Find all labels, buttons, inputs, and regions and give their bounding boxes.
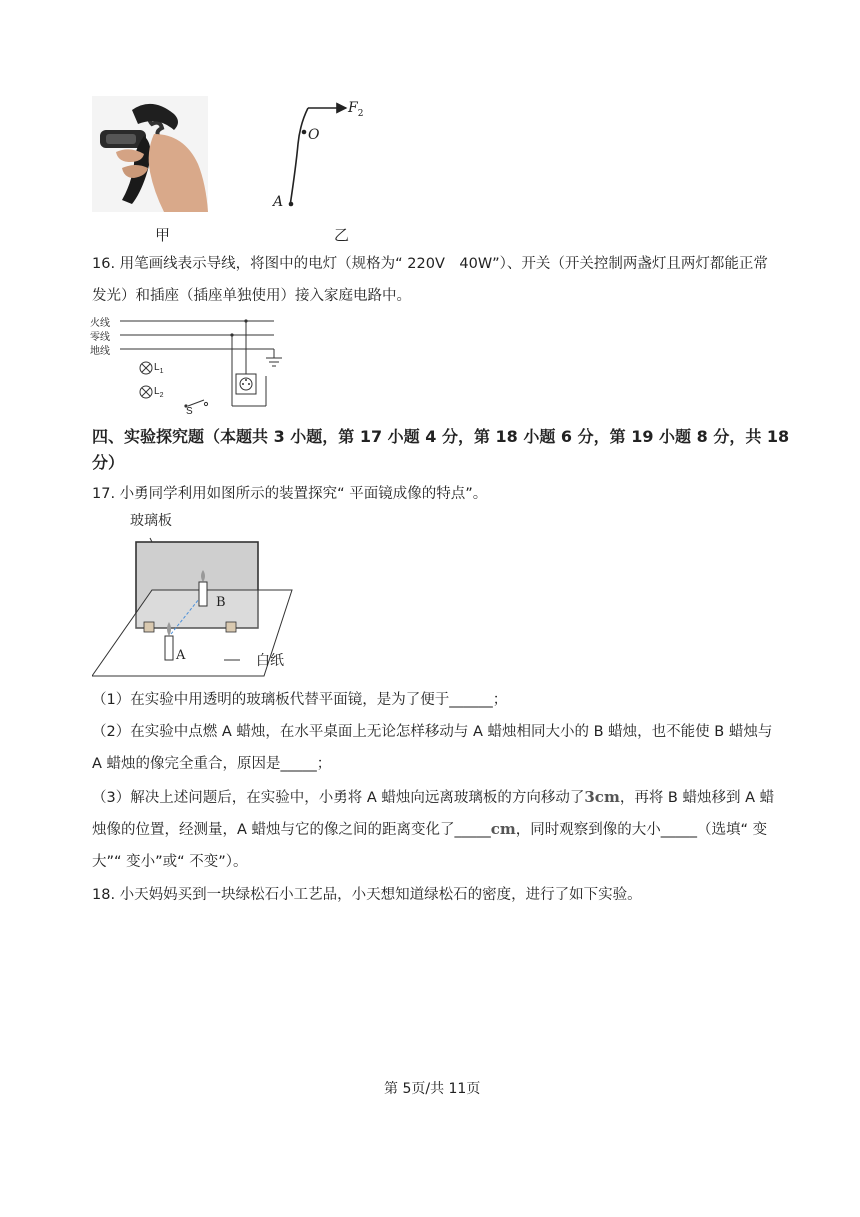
switch-label: S: [186, 406, 193, 417]
live-wire-label: 火线: [90, 318, 110, 329]
q17-part3-line1: （3）解决上述问题后，在实验中，小勇将 A 蜡烛向远离玻璃板的方向移动了3cm，再将 B 蜡烛移到 A 蜡: [92, 788, 775, 806]
q17-distance-value: 3cm: [584, 788, 620, 806]
page-footer: 第 5页/共 11页: [384, 1081, 481, 1097]
q17-unit: cm: [490, 820, 516, 838]
section4-heading-line2: 分）: [92, 453, 125, 472]
force-label: $F_2$: [348, 100, 364, 119]
pivot-label: O: [308, 127, 320, 143]
lamp2-label: $L_2$: [154, 386, 164, 399]
white-paper-label: 白纸: [256, 653, 284, 669]
hand-gripper-photo: [92, 96, 208, 212]
q16-line1: 16. 用笔画线表示导线，将图中的电灯（规格为“ 220V 40W”）、开关（开关控制两盏灯且两灯都能正常: [92, 256, 768, 272]
q17-part1: （1）在实验中用透明的玻璃板代替平面镜，是为了便于______；: [92, 692, 508, 708]
q17-part2-line2: A 蜡烛的像完全重合，原因是_____；: [92, 756, 332, 772]
lamp1-label: $L_1$: [154, 362, 164, 375]
q17-part2-line1: （2）在实验中点燃 A 蜡烛，在水平桌面上无论怎样移动与 A 蜡烛相同大小的 B 蜡烛，也不能使 B 蜡烛与: [92, 724, 773, 740]
candle-b-label: B: [216, 595, 226, 610]
q17-intro: 17. 小勇同学利用如图所示的装置探究“ 平面镜成像的特点”。: [92, 486, 488, 502]
q17-part3-line2: 烛像的位置，经测量，A 蜡烛与它的像之间的距离变化了_____cm，同时观察到像的大小_____（选填“ 变: [92, 820, 768, 838]
ground-wire-label: 地线: [90, 346, 110, 357]
point-a-label: A: [273, 194, 284, 210]
figure-caption-left: 甲: [155, 226, 171, 244]
q16-line2: 发光）和插座（插座单独使用）接入家庭电路中。: [92, 288, 411, 304]
household-circuit-diagram: [90, 314, 290, 416]
section4-heading-line1: 四、实验探究题（本题共 3 小题，第 17 小题 4 分，第 18 小题 6 分，第 19 小题 8 分，共 18: [92, 427, 790, 446]
q17-part3-line3: 大”“ 变小”或“ 不变”）。: [92, 854, 248, 870]
neutral-wire-label: 零线: [90, 332, 110, 343]
figure-caption-right: 乙: [334, 226, 350, 244]
q18-intro: 18. 小天妈妈买到一块绿松石小工艺品，小天想知道绿松石的密度，进行了如下实验。: [92, 887, 642, 903]
candle-a-label: A: [176, 648, 186, 663]
glass-plate-label: 玻璃板: [130, 513, 172, 529]
